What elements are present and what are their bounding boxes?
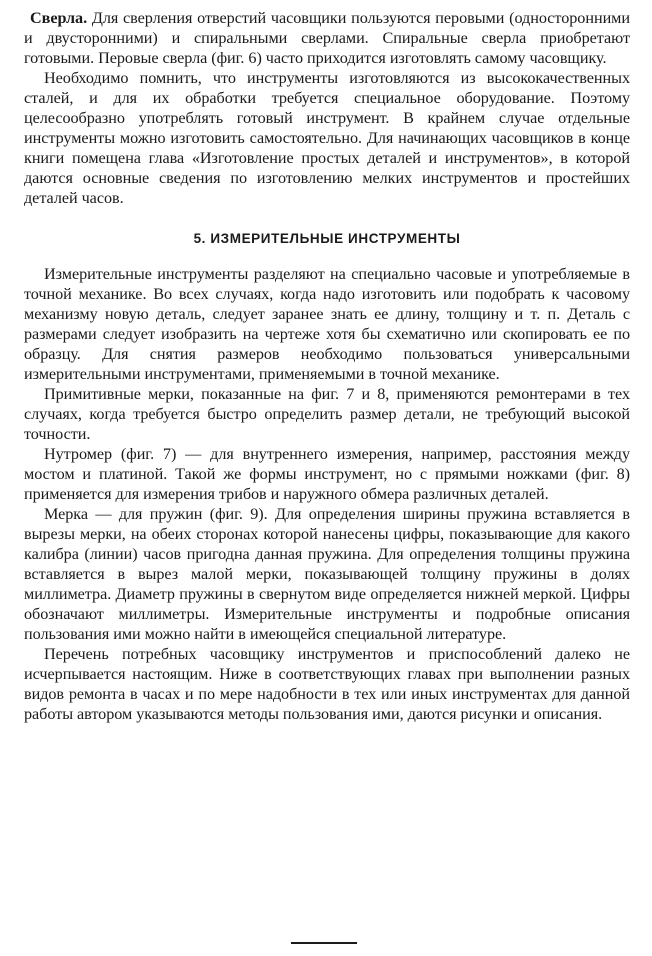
drills-text: Для сверления отверстий часовщики пользуются перовыми (односторонними и двусторонними) и спиральными сверлами. Спиральные сверла приобретают готовыми. Перовые сверла (фиг. 6) часто приходится изготовлять самому часовщику. [24, 9, 630, 67]
paragraph-primitive-gauges: Примитивные мерки, показанные на фиг. 7 и 8, применяются ремонтерами в тех случаях, когда требуется быстро определить размер детали, не требующий высокой точности. [24, 385, 630, 443]
paragraph-tool-list: Перечень потребных часовщику инструментов и приспособлений далеко не исчерпывается настоящим. Ниже в соответствующих главах при выполнении разных видов ремонта в часах и по мере надобности в тех или иных инструментах для данной работы автором указываются методы пользования ими, даются рисунки и описания. [24, 645, 630, 723]
paragraph-inside-caliper: Нутромер (фиг. 7) — для внутреннего измерения, например, расстояния между мостом и платиной. Такой же формы инструмент, но с прямыми ножками (фиг. 8) применяется для измерения трибов и наружного обмера различных деталей. [24, 445, 630, 503]
section-heading: 5. ИЗМЕРИТЕЛЬНЫЕ ИНСТРУМЕНТЫ [193, 231, 461, 246]
paragraph-spring-gauge: Мерка — для пружин (фиг. 9). Для определения ширины пружина вставляется в вырезы мерки, на обеих сторонах которой нанесены цифры, показывающие для какого калибра (линии) часов пригодна данная пружина. Для определения толщины пружина вставляется в вырез малой мерки, показывающей толщину пружины в долях миллиметра. Диаметр пружины в свернутом виде определяется нижней меркой. Цифры обозначают миллиметры. Измерительные инструменты и подробные описания пользования ими можно найти в имеющейся специальной литературе. [24, 505, 630, 643]
term-drills: Сверла. [30, 9, 88, 27]
paragraph-measuring-intro: Измерительные инструменты разделяют на специально часовые и употребляемые в точной механике. Во всех случаях, когда надо изготовить или подобрать к часовому механизму новую деталь, следует заранее знать ее длину, толщину и т. п. Деталь с размерами следует изобразить на чертеже хотя бы схематично или скопировать ее по образцу. Для снятия размеров необходимо пользоваться универсальными измерительными инструментами, применяемыми в точной механике. [24, 265, 630, 383]
paragraph-steel-tools: Необходимо помнить, что инструменты изготовляются из высококачественных сталей, и для их обработки требуется специальное оборудование. Поэтому целесообразно употреблять готовый инструмент. В крайнем случае отдельные инструменты можно изготовить самостоятельно. Для начинающих часовщиков в конце книги помещена глава «Изготовление простых деталей и инструментов», в которой даются основные сведения по изготовлению мелких инструментов и простейших деталей часов. [24, 69, 630, 207]
paragraph-drills [24, 8, 630, 68]
footer-rule [291, 942, 357, 944]
